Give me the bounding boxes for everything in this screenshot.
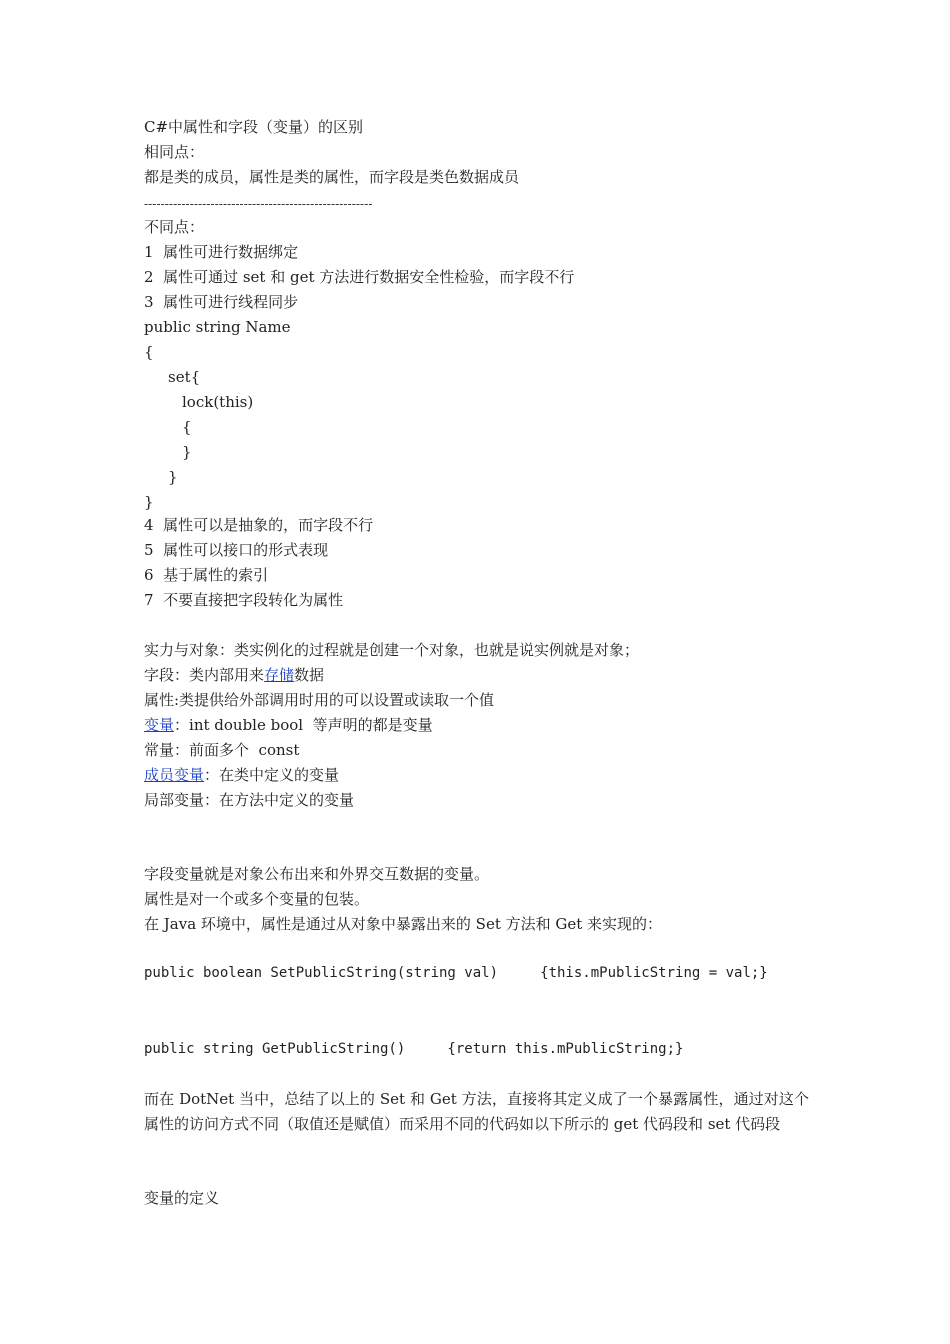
- same-text: 都是类的成员，属性是类的属性，而字段是类色数据成员: [144, 168, 520, 186]
- code-line: set{: [168, 368, 201, 386]
- member-variable-link[interactable]: 成员变量: [144, 766, 205, 784]
- def-constant: 常量：前面多个 const: [144, 741, 300, 759]
- def-field-prefix: 字段：类内部用来: [144, 666, 265, 684]
- code-line: }: [144, 493, 154, 511]
- diff-item-3: 3 属性可进行线程同步: [144, 293, 299, 311]
- dotnet-paragraph: 而在 DotNet 当中，总结了以上的 Set 和 Get 方法，直接将其定义成了一个暴露属性，通过对这个属性的访问方式不同（取值还是赋值）而采用不同的代码如以下所示的 get 代码段和 set 代码段: [144, 1090, 809, 1133]
- def-local: 局部变量：在方法中定义的变量: [144, 791, 355, 809]
- same-label: 相同点：: [144, 143, 205, 161]
- storage-link[interactable]: 存储: [264, 666, 295, 684]
- def-instance: 实力与对象：类实例化的过程就是创建一个对象，也就是说实例就是对象；: [144, 641, 640, 659]
- def-property: 属性:类提供给外部调用时用的可以设置或读取一个值: [144, 691, 495, 709]
- def-member-suffix: ：在类中定义的变量: [204, 766, 340, 784]
- diff-item-1: 1 属性可进行数据绑定: [144, 243, 299, 261]
- code-line: }: [182, 443, 192, 461]
- code-line: {: [144, 343, 154, 361]
- para2-line-2: 属性是对一个或多个变量的包装。: [144, 890, 370, 908]
- diff-item-6: 6 基于属性的索引: [144, 566, 269, 584]
- separator-line: -------------------------------------------------------: [144, 197, 373, 211]
- diff-item-5: 5 属性可以接口的形式表现: [144, 541, 329, 559]
- diff-item-2: 2 属性可通过 set 和 get 方法进行数据安全性检验，而字段不行: [144, 268, 575, 286]
- def-variable-suffix: ：int double bool 等声明的都是变量: [174, 716, 433, 734]
- code-line: {: [182, 418, 192, 436]
- diff-item-4: 4 属性可以是抽象的，而字段不行: [144, 516, 374, 534]
- def-member: [144, 765, 339, 785]
- code-line: lock(this): [182, 393, 254, 411]
- def-field: [144, 665, 324, 685]
- last-heading: 变量的定义: [144, 1189, 220, 1207]
- doc-title: C#中属性和字段（变量）的区别: [144, 118, 364, 136]
- code-set-method: public boolean SetPublicString(string val) {this.mPublicString = val;}: [144, 965, 768, 981]
- variable-link[interactable]: 变量: [144, 716, 175, 734]
- code-get-method: public string GetPublicString() {return this.mPublicString;}: [144, 1041, 684, 1057]
- para2-line-1: 字段变量就是对象公布出来和外界交互数据的变量。: [144, 865, 490, 883]
- code-line: public string Name: [144, 318, 291, 336]
- diff-item-7: 7 不要直接把字段转化为属性: [144, 591, 344, 609]
- diff-label: 不同点：: [144, 218, 205, 236]
- def-variable: [144, 715, 433, 735]
- code-line: }: [168, 468, 178, 486]
- def-field-suffix: 数据: [294, 666, 325, 684]
- para2-line-3: 在 Java 环境中，属性是通过从对象中暴露出来的 Set 方法和 Get 来实现的：: [144, 915, 663, 933]
